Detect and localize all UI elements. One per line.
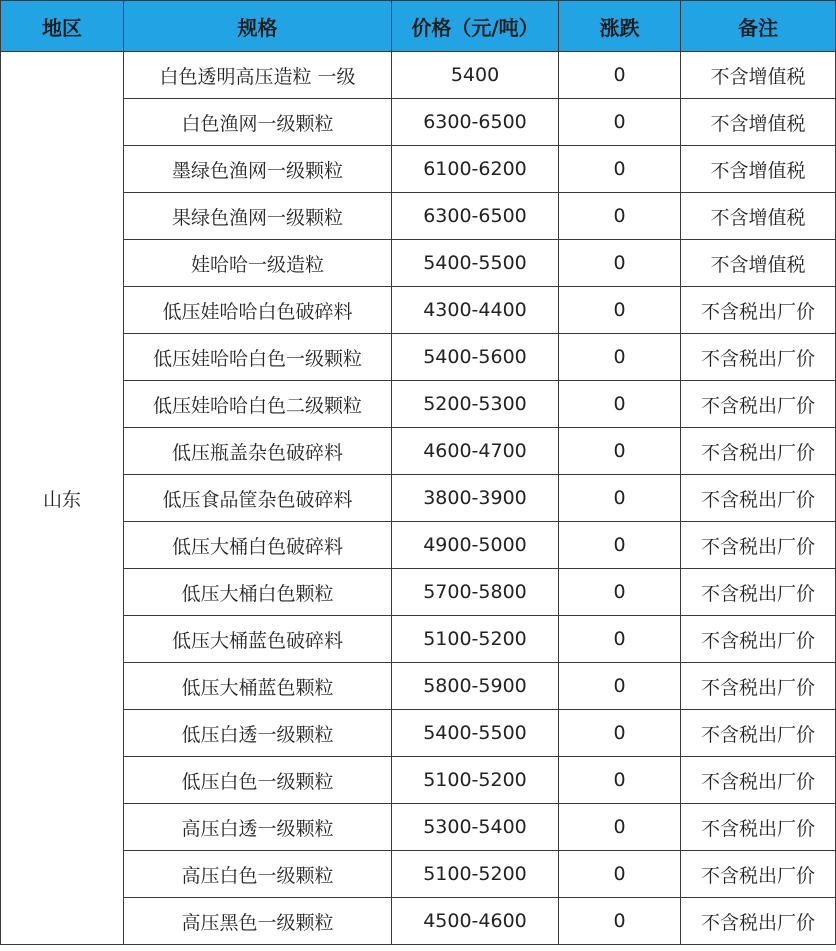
change-cell: 0 [559,146,681,193]
note-cell: 不含增值税 [681,240,836,287]
table-row [1,710,836,757]
spec-cell: 低压白透一级颗粒 [124,710,392,757]
table-row [1,522,836,569]
price-cell: 4300-4400 [392,287,559,334]
change-cell: 0 [559,99,681,146]
note-cell: 不含税出厂价 [681,287,836,334]
change-cell: 0 [559,804,681,851]
change-cell: 0 [559,334,681,381]
table-row [1,428,836,475]
table-row [1,99,836,146]
note-cell: 不含税出厂价 [681,381,836,428]
note-cell: 不含税出厂价 [681,569,836,616]
price-cell: 5100-5200 [392,757,559,804]
change-cell: 0 [559,381,681,428]
table-row [1,193,836,240]
price-cell: 5400 [392,52,559,99]
change-cell: 0 [559,522,681,569]
change-cell: 0 [559,757,681,804]
change-cell: 0 [559,193,681,240]
price-cell: 5100-5200 [392,851,559,898]
header-spec: 规格 [124,1,392,52]
note-cell: 不含税出厂价 [681,898,836,945]
table-row [1,287,836,334]
table-row [1,804,836,851]
spec-cell: 低压大桶白色颗粒 [124,569,392,616]
change-cell: 0 [559,663,681,710]
note-cell: 不含税出厂价 [681,334,836,381]
table-row [1,757,836,804]
price-cell: 6100-6200 [392,146,559,193]
spec-cell: 低压娃哈哈白色破碎料 [124,287,392,334]
price-cell: 5400-5500 [392,710,559,757]
price-cell: 6300-6500 [392,193,559,240]
table-row [1,475,836,522]
note-cell: 不含税出厂价 [681,757,836,804]
price-cell: 5800-5900 [392,663,559,710]
table-row [1,381,836,428]
change-cell: 0 [559,240,681,287]
note-cell: 不含增值税 [681,193,836,240]
table-body [1,52,836,945]
spec-cell: 白色渔网一级颗粒 [124,99,392,146]
note-cell: 不含税出厂价 [681,475,836,522]
price-cell: 4900-5000 [392,522,559,569]
spec-cell: 低压瓶盖杂色破碎料 [124,428,392,475]
change-cell: 0 [559,475,681,522]
header-row [1,1,836,52]
note-cell: 不含税出厂价 [681,616,836,663]
spec-cell: 高压黑色一级颗粒 [124,898,392,945]
header-price: 价格（元/吨） [392,1,559,52]
table-row [1,898,836,945]
spec-cell: 低压食品筐杂色破碎料 [124,475,392,522]
region-cell: 山东 [1,52,124,945]
price-cell: 5200-5300 [392,381,559,428]
header-note: 备注 [681,1,836,52]
change-cell: 0 [559,710,681,757]
change-cell: 0 [559,287,681,334]
spec-cell: 高压白透一级颗粒 [124,804,392,851]
header-region: 地区 [1,1,124,52]
note-cell: 不含税出厂价 [681,804,836,851]
table-row [1,52,836,99]
table-row [1,569,836,616]
note-cell: 不含增值税 [681,52,836,99]
change-cell: 0 [559,898,681,945]
note-cell: 不含税出厂价 [681,710,836,757]
price-cell: 4500-4600 [392,898,559,945]
spec-cell: 低压大桶白色破碎料 [124,522,392,569]
note-cell: 不含增值税 [681,146,836,193]
change-cell: 0 [559,616,681,663]
price-cell: 6300-6500 [392,99,559,146]
price-cell: 5400-5600 [392,334,559,381]
table-row [1,334,836,381]
note-cell: 不含税出厂价 [681,851,836,898]
spec-cell: 白色透明高压造粒 一级 [124,52,392,99]
spec-cell: 低压白色一级颗粒 [124,757,392,804]
table-row [1,240,836,287]
spec-cell: 低压大桶蓝色破碎料 [124,616,392,663]
spec-cell: 低压娃哈哈白色二级颗粒 [124,381,392,428]
spec-cell: 果绿色渔网一级颗粒 [124,193,392,240]
spec-cell: 低压娃哈哈白色一级颗粒 [124,334,392,381]
price-cell: 5400-5500 [392,240,559,287]
price-cell: 3800-3900 [392,475,559,522]
price-cell: 5700-5800 [392,569,559,616]
table-row [1,851,836,898]
spec-cell: 低压大桶蓝色颗粒 [124,663,392,710]
price-cell: 4600-4700 [392,428,559,475]
spec-cell: 高压白色一级颗粒 [124,851,392,898]
spec-cell: 墨绿色渔网一级颗粒 [124,146,392,193]
change-cell: 0 [559,569,681,616]
table-row [1,663,836,710]
change-cell: 0 [559,428,681,475]
note-cell: 不含增值税 [681,99,836,146]
change-cell: 0 [559,52,681,99]
change-cell: 0 [559,851,681,898]
note-cell: 不含税出厂价 [681,522,836,569]
header-change: 涨跌 [559,1,681,52]
price-cell: 5300-5400 [392,804,559,851]
price-cell: 5100-5200 [392,616,559,663]
table-row [1,616,836,663]
note-cell: 不含税出厂价 [681,663,836,710]
spec-cell: 娃哈哈一级造粒 [124,240,392,287]
table-row [1,146,836,193]
note-cell: 不含税出厂价 [681,428,836,475]
